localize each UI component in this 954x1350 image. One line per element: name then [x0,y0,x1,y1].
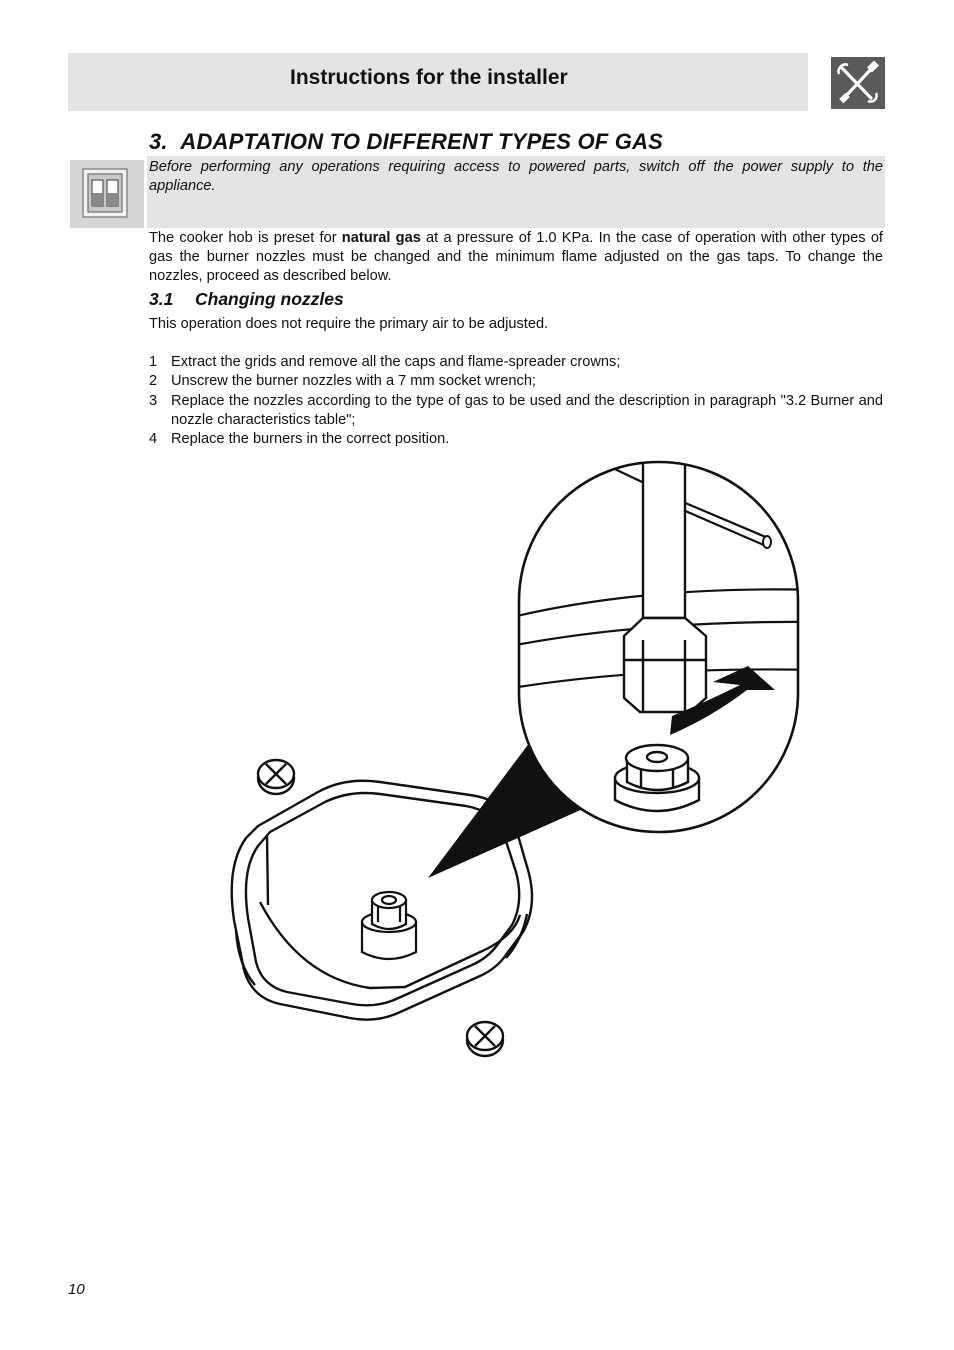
page-number: 10 [68,1281,85,1298]
power-switch-icon [70,160,144,228]
warning-box [147,156,885,228]
steps-list [149,353,883,449]
step-text: Replace the nozzles according to the type of gas to be used and the description in paragraph "3.2 Burner and nozzle characteristics table"; [171,392,883,428]
header-bar [68,53,808,111]
tools-icon [831,57,885,109]
intro-bold-gas: natural gas [341,230,421,246]
step-number: 1 [149,354,158,370]
nozzle-icon [362,892,416,959]
list-item [149,430,883,449]
subsection-number: 3.1 [149,289,174,309]
step-number: 3 [149,392,158,409]
intro-paragraph [149,229,883,286]
screw-icon [258,760,294,794]
section-title-text: ADAPTATION TO DIFFERENT TYPES OF GAS [180,129,664,154]
subsection-title-text: Changing nozzles [195,289,344,309]
step-text: Extract the grids and remove all the caps and flame-spreader crowns; [171,354,621,370]
intro-text-before: The cooker hob is preset for [149,230,342,246]
step-number: 2 [149,373,158,390]
list-item [149,392,883,431]
screw-icon [467,1022,503,1056]
intro-text-after: at a pressure of 1.0 KPa. In the case of operation with other types of gas the burner nozzles must be changed and the minimum flame adjusted on the gas taps. To change the nozzles, proceed as described below. [149,230,883,284]
nozzle-replacement-illustration [220,455,820,1080]
subsection-note: This operation does not require the primary air to be adjusted. [149,316,549,332]
step-number: 4 [149,431,158,448]
list-item [149,372,883,391]
subsection-title [149,289,344,310]
section-title [149,129,663,155]
step-text: Unscrew the burner nozzles with a 7 mm socket wrench; [171,373,536,390]
step-text: Replace the burners in the correct position. [171,431,450,448]
page-header-title: Instructions for the installer [290,66,568,89]
list-item [149,353,883,372]
warning-text: Before performing any operations requiring access to powered parts, switch off the power supply to the appliance. [149,159,883,194]
section-number: 3. [149,129,168,154]
